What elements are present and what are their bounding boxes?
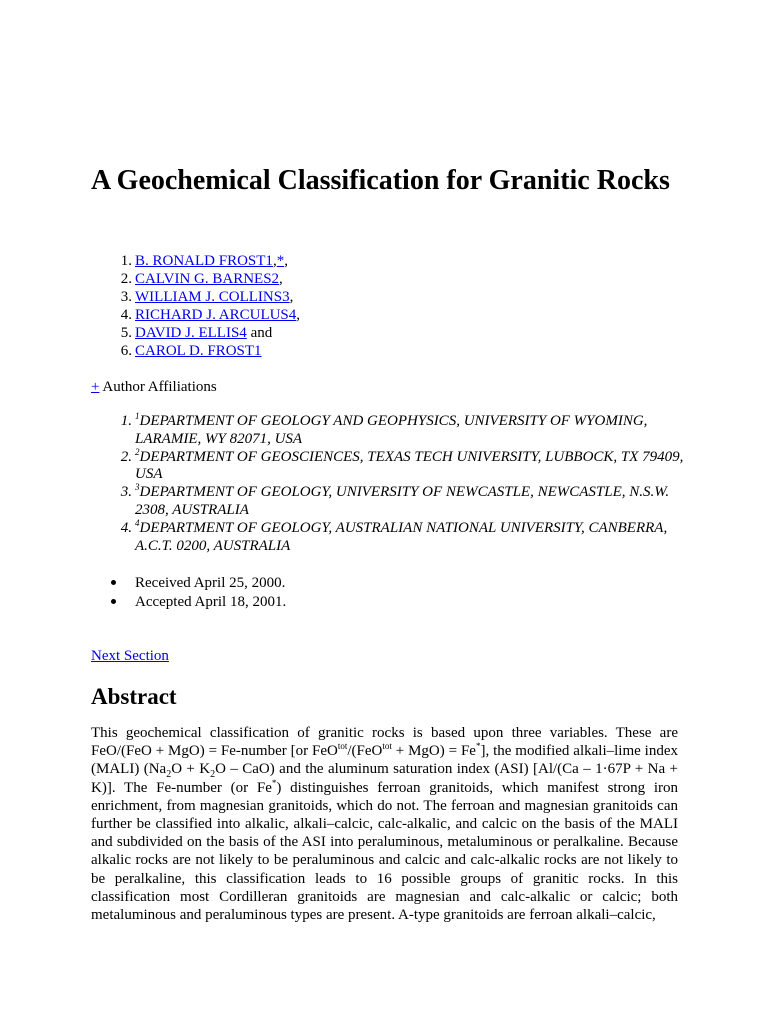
- abstract-heading: Abstract: [91, 684, 177, 709]
- affiliation-marker: 4: [135, 517, 140, 528]
- list-number: 5.: [120, 325, 132, 341]
- author-affiliations-toggle: [91, 378, 217, 396]
- affiliation-text: DEPARTMENT OF GEOSCIENCES, TEXAS TECH UNIVERSITY, LUBBOCK, TX 79409, USA: [135, 448, 684, 483]
- list-number: 2.: [120, 271, 132, 287]
- author-link[interactable]: DAVID J. ELLIS4: [135, 325, 247, 341]
- bullet-icon: [111, 580, 116, 585]
- author-separator: ,: [279, 271, 283, 287]
- author-item: [91, 324, 300, 342]
- affiliation-text: DEPARTMENT OF GEOLOGY, UNIVERSITY OF NEWCASTLE, NEWCASTLE, N.S.W. 2308, AUSTRALIA: [135, 484, 670, 518]
- list-number: 6.: [120, 343, 132, 359]
- date-text: Received April 25, 2000.: [135, 575, 286, 591]
- affiliation-marker: 2: [135, 446, 140, 457]
- accepted-date: [91, 593, 286, 612]
- author-item: 1. B. RONALD FROST1,*,: [91, 252, 300, 270]
- affiliation-item: [91, 484, 691, 520]
- author-separator: ,: [289, 289, 294, 305]
- bullet-icon: [111, 599, 116, 604]
- list-number: 4.: [120, 519, 132, 536]
- abstract-text: This geochemical classification of granitic rocks is based upon three variables. These are FeO/(FeO + MgO) = Fe-number [or FeO$^{tot}$/(FeO$^{tot}$ + MgO) = Fe*], the modified alkali–lime index (MALI) $(Na_2O + K_2O - CaO)$ and the aluminum saturation index (ASI) [Al/(Ca – 1·67P + Na + K)]. The Fe-number (or Fe*) distinguishes ferroan granitoids, which manifest strong iron enrichment, from magnesian granitoids, which do not. The ferroan and magnesian granitoids can further be classified into alkalic, alkali–calcic, calc-alkalic, and calcic on the basis of the MALI and subdivided on the basis of the ASI into peraluminous, metaluminous or peralkaline. Because alkalic rocks are not likely to be peraluminous and calcic and calc-alkalic rocks are not likely to be peralkaline, this classification leads to 16 possible groups of granitic rocks. In this classification most Cordilleran granitoids are magnesian and calc-alkalic or calcic; both metaluminous and peraluminous types are present. A-type granitoids are ferroan alkali–calcic,: [91, 725, 679, 924]
- list-number: 4.: [120, 307, 132, 323]
- affiliation-text: DEPARTMENT OF GEOLOGY, AUSTRALIAN NATIONAL UNIVERSITY, CANBERRA, A.C.T. 0200, AUSTRALIA: [135, 519, 668, 554]
- author-link[interactable]: CALVIN G. BARNES2: [135, 271, 280, 287]
- received-date: [91, 574, 286, 593]
- date-text: Accepted April 18, 2001.: [135, 594, 287, 610]
- affiliation-text: DEPARTMENT OF GEOLOGY AND GEOPHYSICS, UNIVERSITY OF WYOMING, LARAMIE, WY 82071, USA: [135, 413, 648, 447]
- list-number: 3.: [120, 484, 132, 501]
- list-number: 3.: [120, 289, 132, 305]
- author-item: [91, 288, 300, 306]
- author-link[interactable]: CAROL D. FROST1: [135, 343, 262, 359]
- author-separator: and: [246, 325, 273, 341]
- affiliation-list: [91, 413, 691, 555]
- expand-toggle-icon[interactable]: +: [91, 379, 100, 395]
- author-item: [91, 306, 300, 324]
- list-number: 1.: [120, 253, 132, 269]
- list-number: 2.: [120, 448, 132, 465]
- next-section-link[interactable]: Next Section: [91, 648, 169, 664]
- affiliation-marker: 1: [135, 411, 140, 421]
- affiliation-marker: 3: [135, 482, 140, 493]
- author-link[interactable]: B. RONALD FROST1: [135, 253, 273, 269]
- affiliations-label: Author Affiliations: [99, 379, 217, 395]
- author-item: [91, 342, 300, 360]
- author-link[interactable]: RICHARD J. ARCULUS4: [135, 307, 297, 323]
- affiliation-item: [91, 446, 691, 485]
- affiliation-item: [91, 517, 691, 556]
- author-list: [91, 252, 300, 360]
- history-dates: [91, 574, 286, 612]
- affiliation-item: [91, 413, 691, 449]
- author-link[interactable]: WILLIAM J. COLLINS3: [135, 289, 290, 305]
- article-title: A Geochemical Classification for Granitic Rocks: [91, 165, 670, 196]
- corresponding-author-link[interactable]: *: [276, 253, 285, 269]
- author-separator: ,: [284, 253, 288, 269]
- author-separator: ,: [296, 307, 301, 323]
- list-number: 1.: [120, 413, 132, 429]
- author-item: [91, 270, 300, 288]
